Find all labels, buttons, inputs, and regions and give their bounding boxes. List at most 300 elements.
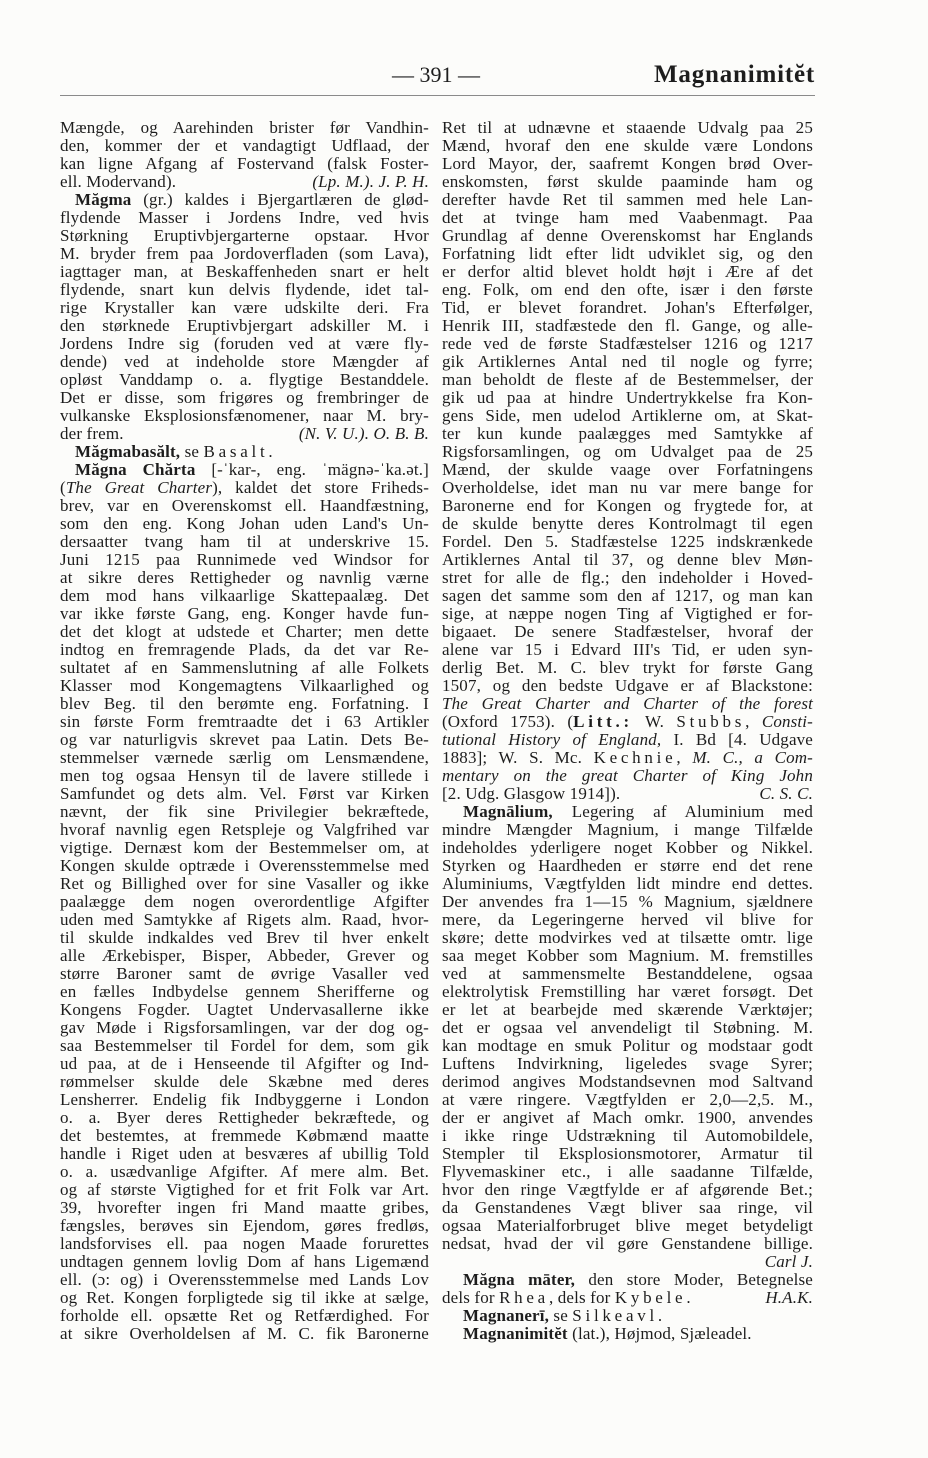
text-line <box>60 209 429 227</box>
text-line <box>60 623 429 641</box>
left-text-column <box>60 119 429 1343</box>
text-line <box>60 695 429 713</box>
header-rule <box>60 95 815 96</box>
text-run: ter kun kunde paalægges med Samtykke af <box>442 424 813 443</box>
text-run: fængsles, berøves sin Ejendom, gøres fredløs, <box>60 1216 429 1235</box>
text-run: blev Beg. til den berømte eng. Forfatning. I <box>60 694 429 713</box>
text-run: Aluminiums, Vægtfylden lidt mindre end dettes. <box>442 874 813 893</box>
text-run: se <box>549 1306 573 1325</box>
text-line <box>442 839 813 857</box>
text-line <box>442 443 813 461</box>
text-line <box>442 641 813 659</box>
text-line <box>60 443 429 461</box>
text-run: dem mod hans vilkaarlige Skattepaalæg. Det <box>60 586 429 605</box>
text-run: 1507, og den bedste Udgave er af Blackstone: <box>442 676 813 695</box>
text-line <box>60 137 429 155</box>
text-run: at sikre deres Rettigheder og navnlig værne <box>60 568 429 587</box>
text-line <box>60 263 429 281</box>
text-run: o. a. Byer deres Rettigheder bekræftede, og <box>60 1108 429 1127</box>
text-line <box>442 605 813 623</box>
text-line <box>60 191 429 209</box>
italic-text: Consti- <box>761 712 813 731</box>
author-signature <box>765 1289 813 1307</box>
text-run: enskomsten, først skulde paaminde ham og <box>442 172 813 191</box>
headword: Măgmabasălt, <box>75 442 181 461</box>
text-line <box>60 1145 429 1163</box>
text-run: vigtige. Dernæst kom der Bestemmelser om, at <box>60 838 429 857</box>
text-run: større Baroner samt de øvrige Vasaller ved <box>60 964 429 983</box>
text-run: rede ved de første Stadfæstelser 1216 og 1217 <box>442 334 813 353</box>
text-line <box>442 479 813 497</box>
text-line <box>442 1001 813 1019</box>
text-run: Grundlag af denne Overenskomst har Englands <box>442 226 813 245</box>
text-line <box>442 1217 813 1235</box>
text-line <box>442 119 813 137</box>
text-run: elektrolytisk Fremstilling har været forsøgt. Det <box>442 982 813 1001</box>
text-line <box>60 1019 429 1037</box>
text-run: gens Side, men udelod Artiklerne om, at Skat- <box>442 406 813 425</box>
text-line <box>60 1199 429 1217</box>
text-line <box>60 785 429 803</box>
text-run: ogsaa Materialforbruget blive meget betydeligt <box>442 1216 813 1235</box>
text-run: ell. Modervand). <box>60 172 177 191</box>
running-title: Magnanimitĕt <box>654 61 815 88</box>
text-line <box>442 1037 813 1055</box>
text-run: undtagen gennem lovlig Dom af hans Ligemænd <box>60 1252 429 1271</box>
text-run: o. a. usædvanlige Afgifter. Af mere alm. Bet. <box>60 1162 429 1181</box>
text-line <box>442 533 813 551</box>
text-line <box>60 569 429 587</box>
line-text <box>60 173 176 191</box>
text-run: og af største Vigtighed for et frit Folk var Art. <box>60 1180 429 1199</box>
text-run: kan ligne Afgang af Fostervand (falsk Foster- <box>60 154 429 173</box>
text-line <box>60 947 429 965</box>
text-line <box>60 965 429 983</box>
text-line <box>442 209 813 227</box>
text-line <box>442 1181 813 1199</box>
headword: Măgna Chărta <box>75 460 196 479</box>
text-run: Der anvendes fra 1—15 % Magnium, sjældnere <box>442 892 813 911</box>
text-run: Juni 1215 paa Runnimede ved Windsor for <box>60 550 429 569</box>
text-run: derefter havde Ret til sammen med hele Lan- <box>442 190 813 209</box>
text-run: Flyvemaskiner etc., i alle saadanne Tilfælde, <box>442 1162 813 1181</box>
text-line <box>442 173 813 191</box>
text-run: gav Møde i Rigsforsamlingen, var der dog og- <box>60 1018 429 1037</box>
text-run: Artiklernes Antal til 37, og denne blev Møn- <box>442 550 813 569</box>
text-run: W. <box>632 712 677 731</box>
text-run: det det klogt at udstede et Charter; men dette <box>60 622 429 641</box>
text-run: var ikke første Gang, eng. Konger havde fun- <box>60 604 429 623</box>
text-run: sige, at næppe nogen Ting af Vigtighed er for- <box>442 604 813 623</box>
text-run: Kongens Fogder. Uagtet Undervasallerne ikke <box>60 1000 429 1019</box>
text-run: 39, hvorefter ingen fri Mand maatte gribes, <box>60 1198 429 1217</box>
text-line <box>442 425 813 443</box>
text-run: Fordel. Den 5. Stadfæstelse 1225 indskrænkede <box>442 532 813 551</box>
text-run: I. Bd [4. Udgave <box>661 730 813 749</box>
text-run: eng. Folk, om end den ofte, især i den første <box>442 280 813 299</box>
text-line <box>60 605 429 623</box>
text-line <box>60 1073 429 1091</box>
text-run: Forfatning lidt efter lidt udviklet sig, og den <box>442 244 813 263</box>
text-run: i ikke ringe Udstrækning til Automobildele, <box>442 1126 813 1145</box>
text-line <box>442 155 813 173</box>
text-run: og Ret. Kongen forpligtede sig til ikke at sælge, <box>60 1288 429 1307</box>
text-line <box>442 749 813 767</box>
text-line <box>60 1253 429 1271</box>
text-run: mere, da Legeringerne herved vil blive for <box>442 910 813 929</box>
text-run: alene var 15 i Edvard III's Tid, er uden syn- <box>442 640 813 659</box>
spaced-term: Litt.: <box>573 712 633 731</box>
text-run: men tog ogsaa Hensyn til de lavere stillede i <box>60 766 429 785</box>
text-run: handle i Riget uden at besværes af ubillig Told <box>60 1144 429 1163</box>
text-run: da Genstandenes Vægt bliver saa ringe, vil <box>442 1198 813 1217</box>
text-run: Lensherrer. Endelig fik Indbyggerne i London <box>60 1090 429 1109</box>
text-line <box>60 839 429 857</box>
text-line <box>60 713 429 731</box>
text-run: Styrken og Haardheden er større end det rene <box>442 856 813 875</box>
text-line <box>60 227 429 245</box>
headword: Măgma <box>75 190 132 209</box>
text-line <box>442 929 813 947</box>
text-line <box>442 947 813 965</box>
text-line <box>442 1019 813 1037</box>
text-line <box>442 1289 813 1307</box>
text-line <box>442 803 813 821</box>
text-line <box>442 263 813 281</box>
text-run: det bestemtes, at fremmede Købmænd maatte <box>60 1126 429 1145</box>
text-line <box>442 299 813 317</box>
text-line <box>442 911 813 929</box>
text-run: sultatet af en Sammenslutning af alle Folkets <box>60 658 429 677</box>
text-line <box>60 479 429 497</box>
text-line <box>60 857 429 875</box>
text-run: forholde ell. opsætte Ret og Retfærdighed. For <box>60 1306 429 1325</box>
text-run: den størknede Eruptivbjergart adskiller M. i <box>60 316 429 335</box>
spaced-term: Silkeavl. <box>572 1306 666 1325</box>
italic-text: M. C., a Com- <box>692 748 813 767</box>
text-run: at være ringere. Vægtfylden er 2,0—2,5. M., <box>442 1090 813 1109</box>
text-line <box>60 587 429 605</box>
text-line <box>442 371 813 389</box>
text-line <box>442 1127 813 1145</box>
text-line <box>60 803 429 821</box>
italic-text: H.A.K. <box>765 1288 813 1307</box>
text-line <box>442 227 813 245</box>
text-line <box>442 1199 813 1217</box>
author-signature <box>759 785 813 803</box>
text-run: er let at bearbejde med skærende Værktøjer; <box>442 1000 813 1019</box>
text-run: uden med Samtykke af Rigets alm. Raad, hvor- <box>60 910 429 929</box>
text-run: Klasser mod Kongemagtens Vilkaarlighed og <box>60 676 429 695</box>
text-run: hvoraf navnlig egen Retspleje og Valgfrihed var <box>60 820 429 839</box>
text-line <box>60 335 429 353</box>
line-text <box>442 785 620 803</box>
text-line <box>60 1235 429 1253</box>
text-line <box>60 659 429 677</box>
text-line <box>442 551 813 569</box>
text-line <box>60 1271 429 1289</box>
text-run: Legering af Aluminium med <box>552 802 813 821</box>
text-run: paalægge dem nogen overordentlige Afgifter <box>60 892 429 911</box>
text-run: indtog en fremragende Plads, da det var Re- <box>60 640 429 659</box>
text-run: M. bryder frem paa Jordoverfladen (som Lava), <box>60 244 429 263</box>
text-run: Kongen skulde optræde i Overensstemmelse med <box>60 856 429 875</box>
text-line <box>442 407 813 425</box>
text-line <box>60 1109 429 1127</box>
line-text <box>60 425 124 443</box>
text-line <box>60 929 429 947</box>
text-line <box>60 1289 429 1307</box>
text-run: sin første Form fremtraadte det i 63 Artikler <box>60 712 429 731</box>
text-run: [2. Udg. Glasgow 1914]). <box>442 784 621 803</box>
text-run: . <box>686 1288 691 1307</box>
text-run: rømmelser skulde dele Skæbne med deres <box>60 1072 429 1091</box>
text-line <box>60 1001 429 1019</box>
text-run: Ret til at udnævne et staaende Udvalg paa 25 <box>442 118 813 137</box>
italic-text: Carl J. <box>764 1252 813 1271</box>
text-line <box>442 731 813 749</box>
text-run: gik ud paa at hindre Undertrykkelse fra Kon- <box>442 388 813 407</box>
text-run: der er angivet af Mach omkr. 1900, anvendes <box>442 1108 813 1127</box>
text-line <box>60 677 429 695</box>
text-run: saa meget Kobber som Magnium. M. fremstilles <box>442 946 813 965</box>
text-run: kan modtage en smuk Politur og modstaar godt <box>442 1036 813 1055</box>
text-run: Mængde, og Aarehinden brister før Vandhin- <box>60 118 429 137</box>
text-run: (gr.) kaldes i Bjergartlæren de glød- <box>131 190 429 209</box>
italic-text: tutional History of England, <box>442 730 662 749</box>
text-run: mindre Mængder Magnium, i mange Tilfælde <box>442 820 813 839</box>
text-run: Størkning Eruptivbjergarterne opstaar. Hvor <box>60 226 429 245</box>
text-line <box>60 533 429 551</box>
text-run: Mænd, der skulde vaage over Forfatningens <box>442 460 813 479</box>
right-text-column <box>442 119 813 1343</box>
text-run: landsforvises ell. paa nogen Maade forurettes <box>60 1234 429 1253</box>
text-run: bigaaet. De senere Stadfæstelser, hvoraf der <box>442 622 813 641</box>
author-signature <box>312 173 429 191</box>
text-run: ), kaldet det store Friheds- <box>212 478 430 497</box>
italic-text: mentary on the great Charter of King John <box>442 766 813 785</box>
italic-text: The Great Charter and Charter of the forest <box>442 694 813 713</box>
text-line <box>442 389 813 407</box>
headword: Magnanimitĕt <box>463 1324 568 1343</box>
text-run: alle Ærkebisper, Bisper, Abbeder, Grever og <box>60 946 429 965</box>
text-line <box>442 1325 813 1343</box>
text-line <box>442 785 813 803</box>
text-run: er derfor altid blevet holdt højt i Ære af det <box>442 262 813 281</box>
text-line <box>442 1145 813 1163</box>
text-run: dels for <box>442 1288 500 1307</box>
text-line <box>442 1091 813 1109</box>
text-run: dende) ved at indeholde store Mængder af <box>60 352 429 371</box>
text-run: gik Artiklernes Antal ned til nogle og fyrre; <box>442 352 813 371</box>
text-line <box>60 317 429 335</box>
text-line <box>442 1055 813 1073</box>
text-line <box>442 659 813 677</box>
text-line <box>60 353 429 371</box>
text-run: , <box>745 712 762 731</box>
text-line <box>442 677 813 695</box>
text-run: Ret og Billighed over for sine Vasaller og ikke <box>60 874 429 893</box>
text-line <box>442 515 813 533</box>
text-line <box>442 857 813 875</box>
text-run: , dels for <box>548 1288 615 1307</box>
text-line <box>60 1037 429 1055</box>
text-run: hvor den ringe Vægtfylde er af afgørende Bet.; <box>442 1180 813 1199</box>
text-run: Stempler til Eksplosionsmotorer, Armatur til <box>442 1144 813 1163</box>
text-run: stemmelser værnede særlig om Lensmændene, <box>60 748 429 767</box>
text-run: 1883]; W. S. Mc. <box>442 748 594 767</box>
text-line <box>442 983 813 1001</box>
text-line <box>60 875 429 893</box>
text-run: Overholdelse, idet man nu var mere bange for <box>442 478 813 497</box>
text-line <box>60 551 429 569</box>
text-line <box>60 407 429 425</box>
text-run: indeholdes yderligere noget Kobber og Nikkel. <box>442 838 813 857</box>
text-run: nedsat, hvad der vil gøre Genstandene billige. <box>442 1234 813 1253</box>
text-run: at sikre Overholdelsen af M. C. fik Baronerne <box>60 1324 429 1343</box>
text-run: , <box>676 748 693 767</box>
text-line <box>442 767 813 785</box>
text-line <box>60 731 429 749</box>
text-line <box>60 1181 429 1199</box>
text-line <box>60 749 429 767</box>
text-line <box>442 713 813 731</box>
text-line <box>442 623 813 641</box>
text-line <box>442 1109 813 1127</box>
text-line <box>442 587 813 605</box>
text-run: Lord Mayor, der, saafremt Kongen brød Over- <box>442 154 813 173</box>
italic-text: C. S. C. <box>759 784 813 803</box>
text-run: og var naturligvis skrevet paa Latin. Dets Be- <box>60 730 429 749</box>
text-line <box>60 911 429 929</box>
spaced-term: Basalt. <box>203 442 277 461</box>
text-run: Jordens Indre sig (foruden ved at være fly- <box>60 334 429 353</box>
text-line <box>60 119 429 137</box>
text-line <box>60 983 429 1001</box>
text-line <box>442 893 813 911</box>
text-line <box>442 191 813 209</box>
text-line <box>442 1253 813 1271</box>
text-run: derimod angives Modstandsevnen mod Saltvand <box>442 1072 813 1091</box>
text-line <box>442 137 813 155</box>
headword: Măgna māter, <box>463 1270 576 1289</box>
text-run: saa Bestemmelser til Fordel for dem, som gik <box>60 1036 429 1055</box>
text-line <box>60 515 429 533</box>
text-line <box>442 875 813 893</box>
text-line <box>60 1325 429 1343</box>
text-run: den, kommer der et vandagtigt Udflaad, der <box>60 136 429 155</box>
text-run: ved at sammensmelte Bestanddelene, ogsaa <box>442 964 813 983</box>
text-line <box>442 245 813 263</box>
text-run: ell. (ɔ: og) i Overensstemmelse med Lands Lov <box>60 1270 429 1289</box>
text-run: se <box>180 442 204 461</box>
headword: Magnanerī, <box>463 1306 550 1325</box>
text-line <box>60 1127 429 1145</box>
page-number: — 391 — <box>392 62 480 87</box>
text-run: flydende, snart kun delvis flydende, idet tal- <box>60 280 429 299</box>
text-run: (lat.), Højmod, Sjæleadel. <box>567 1324 752 1343</box>
text-line <box>442 317 813 335</box>
text-run: Baronerne end for Kongen og frygtede for, at <box>442 496 813 515</box>
text-run: en fælles Indbydelse gennem Sherifferne og <box>60 982 429 1001</box>
text-line <box>60 497 429 515</box>
text-line <box>60 821 429 839</box>
text-run: Det er disse, som frigøres og frembringer de <box>60 388 429 407</box>
text-run: skøre; dette modvirkes ved at tilsætte omtr. lige <box>442 928 813 947</box>
text-run: man beholdt de fleste af de Bestemmelser, der <box>442 370 813 389</box>
text-line <box>442 461 813 479</box>
text-line <box>442 965 813 983</box>
text-run: til skulde indkaldes ved Brev til hver enkelt <box>60 928 429 947</box>
text-line <box>60 893 429 911</box>
text-line <box>60 371 429 389</box>
text-line <box>60 173 429 191</box>
text-line <box>60 281 429 299</box>
text-run: [-ˈkar-, eng. ˈmägnə-ˈka.ət.] <box>195 460 429 479</box>
text-line <box>60 389 429 407</box>
text-line <box>442 821 813 839</box>
text-run: det er ogsaa vel anvendeligt til Støbning. M. <box>442 1018 813 1037</box>
text-run: brev, var en Overenskomst ell. Haandfæstning, <box>60 496 429 515</box>
text-run: Samfundet og dets alm. Vel. Først var Kirken <box>60 784 429 803</box>
text-run: Tid, er blevet forandret. Johan's Efterfølger, <box>442 298 813 317</box>
text-line <box>60 299 429 317</box>
text-run: derlig Bet. M. C. blev trykt for første Gang <box>442 658 813 677</box>
text-line <box>60 1217 429 1235</box>
spaced-term: Kybele <box>614 1288 687 1307</box>
text-line <box>60 1163 429 1181</box>
text-line <box>442 695 813 713</box>
text-line <box>442 1235 813 1253</box>
text-line <box>60 155 429 173</box>
text-run: Luftens Indvirkning, ligeledes svage Syrer; <box>442 1054 813 1073</box>
text-run: ud paa, at de i Henseende til Afgifter og Ind- <box>60 1054 429 1073</box>
spaced-term: Kechnie <box>593 748 677 767</box>
text-line <box>60 461 429 479</box>
text-run: de skulde benytte deres Kontrolmagt til egen <box>442 514 813 533</box>
line-text <box>442 1289 691 1307</box>
text-run: flydende Masser i Jordens Indre, ved hvis <box>60 208 429 227</box>
author-signature <box>299 425 429 443</box>
text-run: rige Krystaller kan være udskilte deri. Fra <box>60 298 429 317</box>
text-run: opløst Vanddamp o. a. flygtige Bestanddele. <box>60 370 429 389</box>
text-line <box>60 425 429 443</box>
italic-text: The Great Charter <box>65 478 213 497</box>
text-line <box>442 335 813 353</box>
text-run: (Oxford 1753). ( <box>442 712 574 731</box>
text-run: Mænd, hvoraf den ene skulde være Londons <box>442 136 813 155</box>
text-line <box>442 1163 813 1181</box>
text-run: der frem. <box>60 424 124 443</box>
text-line <box>60 1307 429 1325</box>
text-run: dersaatter tvang ham til at underskrive 15. <box>60 532 429 551</box>
text-line <box>60 1091 429 1109</box>
text-run: sagen det samme som den af 1217, og man kan <box>442 586 813 605</box>
spaced-term: Rhea <box>499 1288 549 1307</box>
italic-text: (N. V. U.). O. B. B. <box>298 424 429 443</box>
text-line <box>442 497 813 515</box>
text-line <box>442 1073 813 1091</box>
text-run: iagttager man, at Beskaffenheden snart er helt <box>60 262 429 281</box>
text-run: som den eng. Kong Johan uden Land's Un- <box>60 514 429 533</box>
text-line <box>442 1271 813 1289</box>
text-line <box>60 641 429 659</box>
headword: Magnālium, <box>463 802 553 821</box>
text-line <box>442 281 813 299</box>
text-run: stret for alle de flg.; den indeholder i Hoved- <box>442 568 813 587</box>
text-run: den store Moder, Betegnelse <box>575 1270 814 1289</box>
text-run: ( <box>60 478 66 497</box>
